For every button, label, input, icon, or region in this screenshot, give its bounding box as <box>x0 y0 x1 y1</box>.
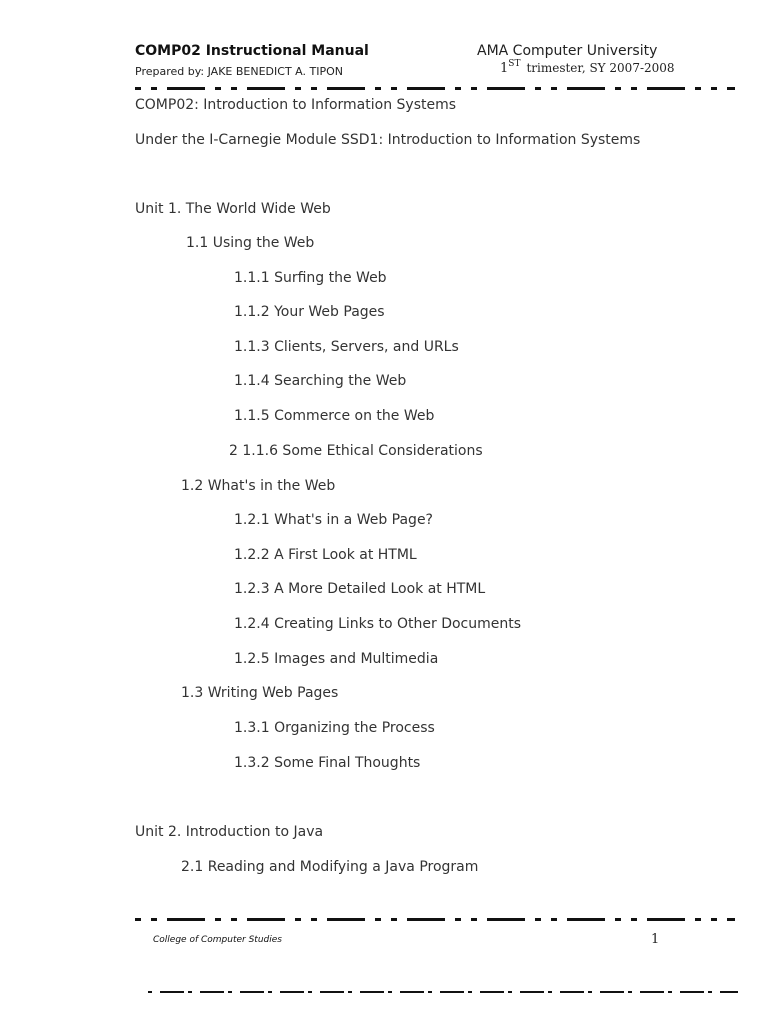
outline-item-1-2-5: 1.2.5 Images and Multimedia <box>234 651 439 667</box>
course-title: COMP02: Introduction to Information Systems <box>135 97 457 113</box>
outline-section-1-1: 1.1 Using the Web <box>186 235 315 251</box>
outline-item-1-3-2: 1.3.2 Some Final Thoughts <box>234 755 421 771</box>
term-info <box>500 61 675 76</box>
outline-item-1-1-2: 1.1.2 Your Web Pages <box>234 304 385 320</box>
outline-section-2-1: 2.1 Reading and Modifying a Java Program <box>181 859 479 875</box>
footer-department: College of Computer Studies <box>153 935 282 945</box>
outline-unit-2: Unit 2. Introduction to Java <box>135 824 324 840</box>
footer-divider <box>135 918 735 921</box>
outline-item-1-1-1: 1.1.1 Surfing the Web <box>234 270 387 286</box>
outline-item-1-3-1: 1.3.1 Organizing the Process <box>234 720 435 736</box>
outline-item-1-2-1: 1.2.1 What's in a Web Page? <box>234 512 433 528</box>
term-ordinal-suffix: ST <box>508 59 521 69</box>
term-ordinal-number: 1 <box>500 61 509 76</box>
outline-section-1-2: 1.2 What's in the Web <box>181 478 336 494</box>
prepared-by: Prepared by: JAKE BENEDICT A. TIPON <box>135 65 343 78</box>
outline-item-1-1-3: 1.1.3 Clients, Servers, and URLs <box>234 339 459 355</box>
outline-item-1-1-6: 2 1.1.6 Some Ethical Considerations <box>229 443 483 459</box>
manual-title: COMP02 Instructional Manual <box>135 43 369 59</box>
header-divider <box>135 87 735 90</box>
outline-item-1-2-3: 1.2.3 A More Detailed Look at HTML <box>234 581 486 597</box>
outline-item-1-1-4: 1.1.4 Searching the Web <box>234 373 407 389</box>
next-page-divider <box>148 990 738 994</box>
outline-item-1-2-2: 1.2.2 A First Look at HTML <box>234 547 417 563</box>
outline-unit-1: Unit 1. The World Wide Web <box>135 201 331 217</box>
page-number: 1 <box>651 932 660 947</box>
university-name: AMA Computer University <box>477 43 658 59</box>
outline-section-1-3: 1.3 Writing Web Pages <box>181 685 339 701</box>
outline-item-1-1-5: 1.1.5 Commerce on the Web <box>234 408 435 424</box>
outline-item-1-2-4: 1.2.4 Creating Links to Other Documents <box>234 616 522 632</box>
module-line: Under the I-Carnegie Module SSD1: Introduction to Information Systems <box>135 132 641 148</box>
term-rest: trimester, SY 2007-2008 <box>526 61 675 75</box>
